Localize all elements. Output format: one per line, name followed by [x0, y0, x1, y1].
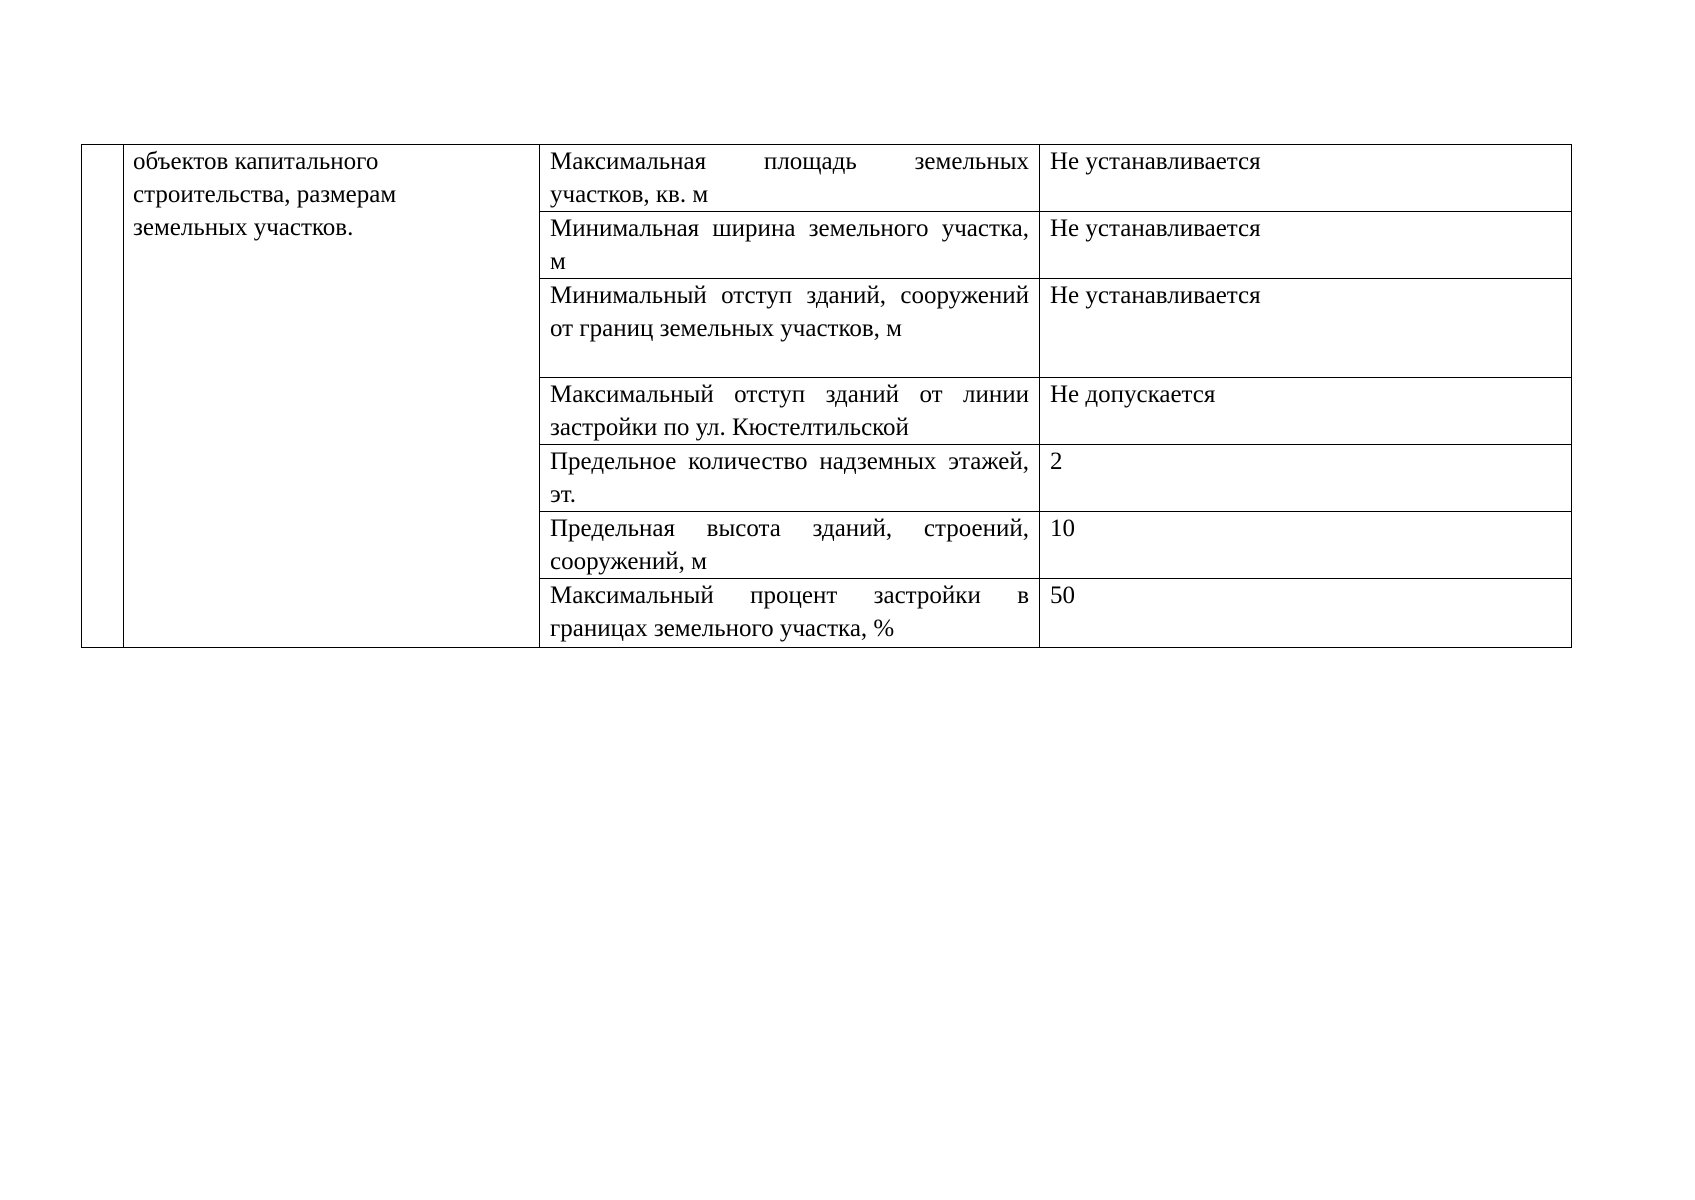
value-cell: 2	[1040, 445, 1572, 512]
value-cell: Не устанавливается	[1040, 212, 1572, 279]
row-number-cell	[82, 145, 124, 648]
parameter-cell: Минимальный отступ зданий, сооружений от границ земельных участков, м	[540, 279, 1040, 378]
parameter-cell: Максимальный отступ зданий от линии застройки по ул. Кюстелтильской	[540, 378, 1040, 445]
parameter-cell: Максимальный процент застройки в границах земельного участка, %	[540, 579, 1040, 648]
value-cell: 10	[1040, 512, 1572, 579]
table-row	[82, 145, 1572, 212]
value-cell: Не допускается	[1040, 378, 1572, 445]
value-cell: 50	[1040, 579, 1572, 648]
group-label-line: объектов капитального	[133, 148, 379, 175]
group-label-line: строительства, размерам	[133, 181, 397, 208]
value-cell: Не устанавливается	[1040, 145, 1572, 212]
regulations-table	[81, 144, 1572, 648]
group-label-cell	[124, 145, 540, 648]
parameter-cell: Минимальная ширина земельного участка, м	[540, 212, 1040, 279]
parameter-cell: Максимальная площадь земельных участков, кв. м	[540, 145, 1040, 212]
parameter-cell: Предельная высота зданий, строений, сооружений, м	[540, 512, 1040, 579]
value-cell: Не устанавливается	[1040, 279, 1572, 378]
parameter-cell: Предельное количество надземных этажей, эт.	[540, 445, 1040, 512]
group-label-line: земельных участков.	[133, 214, 354, 241]
